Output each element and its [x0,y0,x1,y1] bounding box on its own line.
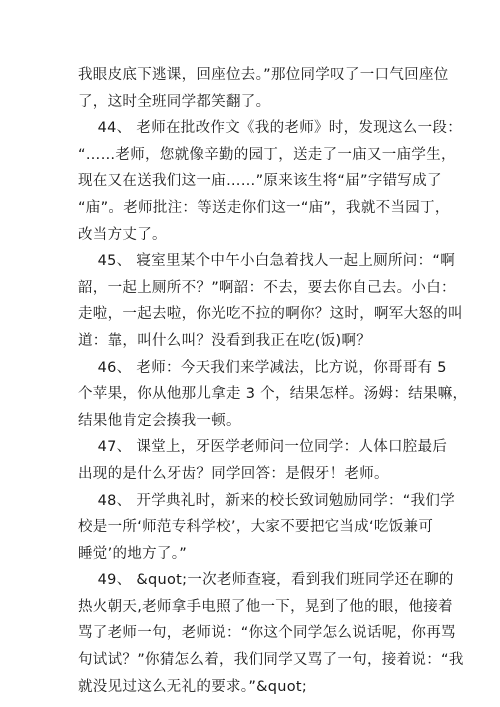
text-line: “……老师，您就像辛勤的园丁，送走了一庙又一庙学生， [78,146,456,163]
text-line: 46、 老师：今天我们来学减法，比方说，你哥哥有 5 [78,359,447,376]
text-line: 我眼皮底下逃课，回座位去。”那位同学叹了一口气回座位 [78,67,449,83]
text-line: 48、 开学典礼时，新来的校长致词勉励同学：“我们学 [78,492,456,509]
text-line: 个苹果，你从他那儿拿走 3 个，结果怎样。汤姆：结果嘛， [78,386,468,403]
text-line: 热火朝天,老师拿手电照了他一下，晃到了他的眼，他接着 [78,598,453,615]
text-line: 走啦，一起去啦，你光吃不拉的啊你？这时，啊军大怒的叫 [78,306,463,323]
text-line: 49、 &quot;一次老师查寝，看到我们班同学还在聊的 [78,572,454,589]
document-body [78,62,468,700]
text-line: 睡觉’的地方了。” [78,545,188,562]
text-line: 现在又在送我们这一庙……”原来该生将“届”字错写成了 [78,173,442,190]
text-line: 44、 老师在批改作文《我的老师》时，发现这么一段： [78,120,462,137]
text-line: 47、 课堂上，牙医学老师问一位同学：人体口腔最后 [78,439,448,456]
text-line: 就没见过这么无礼的要求。”&quot; [78,678,308,695]
text-line: 道：靠，叫什么叫？没看到我正在吃(饭)啊？ [78,332,372,349]
text-line: 出现的是什么牙齿？同学回答：是假牙！老师。 [78,465,389,482]
text-line: 改当方丈了。 [78,226,167,243]
text-line: 韶，一起上厕所不？”啊韶：不去，要去你自己去。小白： [78,279,456,296]
text-line: 了，这时全班同学都笑翻了。 [78,93,271,110]
text-line: 结果他肯定会揍我一顿。 [78,412,241,429]
text-line: 45、 寝室里某个中午小白急着找人一起上厕所问：“啊 [78,253,456,270]
text-line: 骂了老师一句，老师说：“你这个同学怎么说话呢，你再骂 [78,625,456,642]
text-line: 句试试？”你猜怎么着，我们同学又骂了一句，接着说：“我 [78,652,464,669]
text-line: “庙”。老师批注：等送走你们这一“庙”，我就不当园丁， [78,199,450,216]
text-line: 校是一所‘师范专科学校’，大家不要把它当成‘吃饭兼可 [78,519,434,536]
